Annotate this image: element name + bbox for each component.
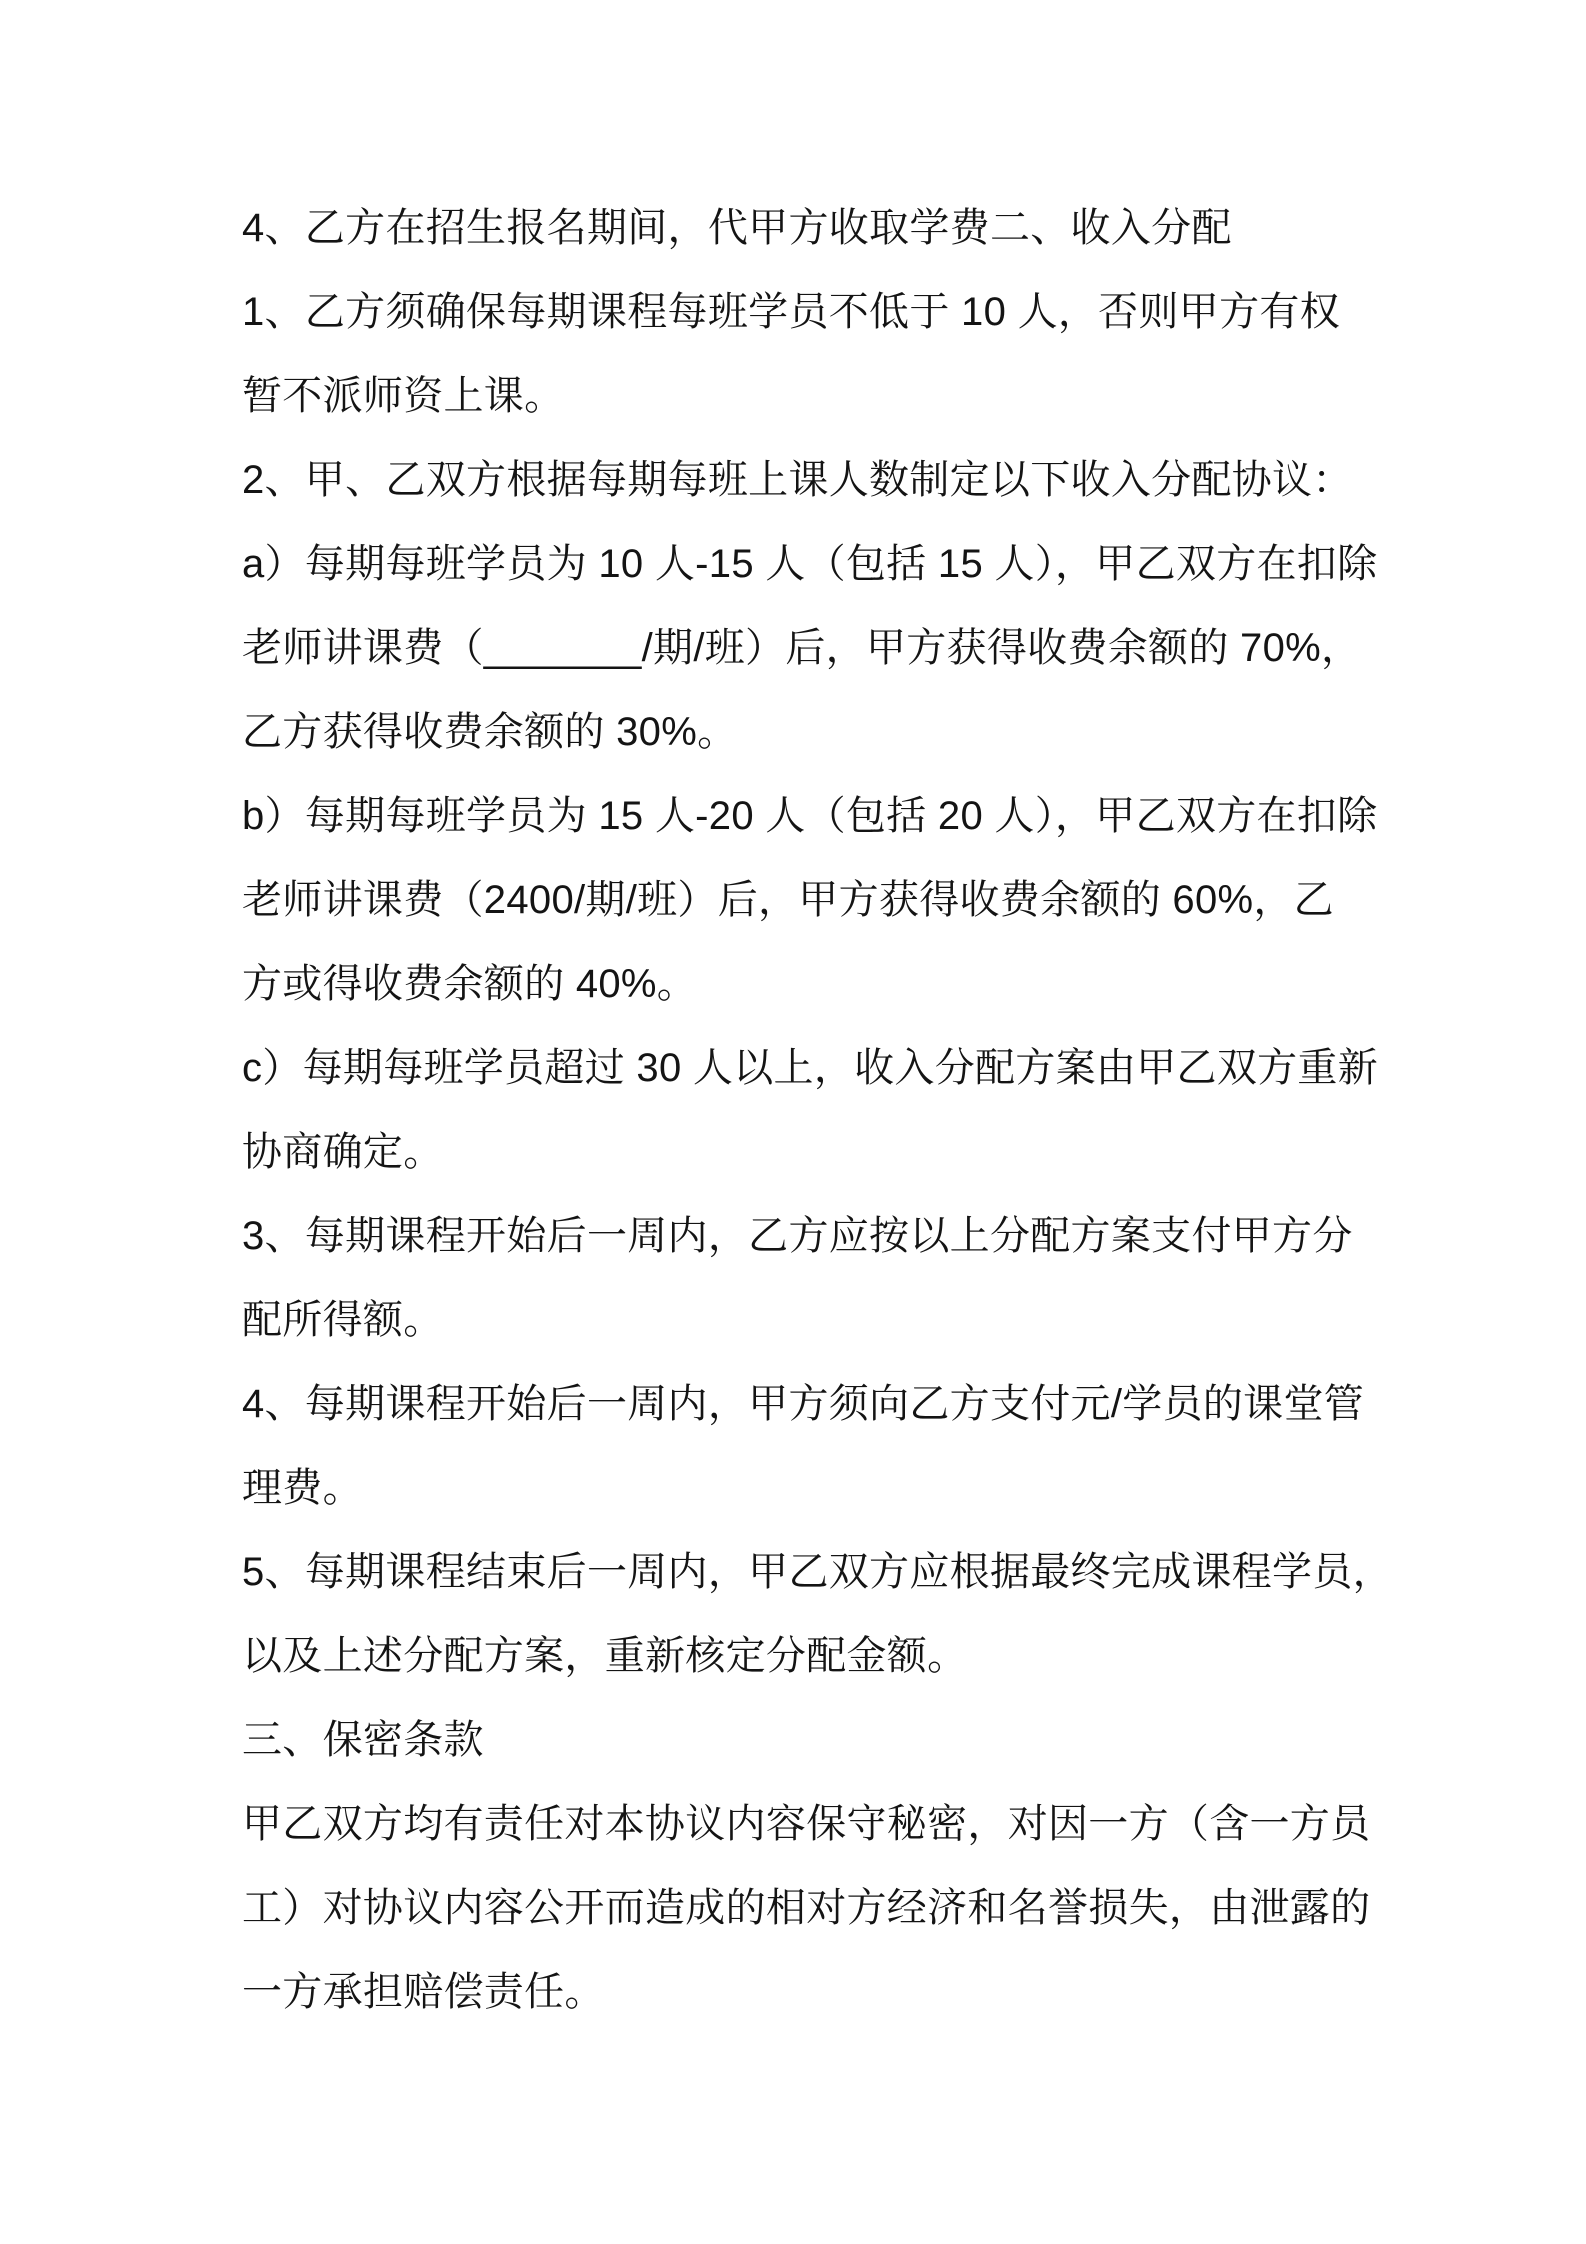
text-line: 理费。: [242, 1466, 363, 1510]
text-line: 甲乙双方均有责任对本协议内容保守秘密，对因一方（含一方员: [242, 1802, 1371, 1846]
text-line: 乙方获得收费余额的 30%。: [242, 710, 738, 754]
text-line: 4、每期课程开始后一周内，甲方须向乙方支付元/学员的课堂管: [242, 1382, 1365, 1426]
text-line: 老师讲课费（2400/期/班）后，甲方获得收费余额的 60%，乙: [242, 878, 1334, 922]
paragraph-item-4-management-fee: [242, 1362, 1482, 1530]
text-line: b）每期每班学员为 15 人-20 人（包括 20 人），甲乙双方在扣除: [242, 794, 1378, 838]
paragraph-item-c: [242, 1026, 1482, 1194]
text-line: 方或得收费余额的 40%。: [242, 962, 698, 1006]
section-heading-confidentiality: [242, 1698, 1482, 1782]
text-line: 一方承担赔偿责任。: [242, 1970, 605, 2014]
text-line: 3、每期课程开始后一周内，乙方应按以上分配方案支付甲方分: [242, 1214, 1353, 1258]
text-line: 暂不派师资上课。: [242, 374, 565, 418]
text-line: 工）对协议内容公开而造成的相对方经济和名誉损失，由泄露的: [242, 1886, 1371, 1930]
text-line: 2、甲、乙双方根据每期每班上课人数制定以下收入分配协议：: [242, 458, 1353, 502]
paragraph-item-3-payment-to-party-a: [242, 1194, 1482, 1362]
text-line: 以及上述分配方案，重新核定分配金额。: [242, 1634, 968, 1678]
paragraph-item-a: [242, 522, 1482, 774]
paragraph-item-4-fee-collection: [242, 186, 1482, 270]
paragraph-confidentiality-clause: [242, 1782, 1482, 2034]
text-line: 4、乙方在招生报名期间，代甲方收取学费二、收入分配: [242, 206, 1232, 250]
text-line: c）每期每班学员超过 30 人以上，收入分配方案由甲乙双方重新: [242, 1046, 1379, 1090]
text-line: a）每期每班学员为 10 人-15 人（包括 15 人），甲乙双方在扣除: [242, 542, 1378, 586]
text-line: 1、乙方须确保每期课程每班学员不低于 10 人，否则甲方有权: [242, 290, 1340, 334]
paragraph-item-2-distribution-agreement: [242, 438, 1482, 522]
paragraph-item-5-final-settlement: [242, 1530, 1482, 1698]
paragraph-item-1-minimum-students: [242, 270, 1482, 438]
text-line: 老师讲课费（_______/期/班）后，甲方获得收费余额的 70%，: [242, 626, 1362, 670]
document-body: [242, 186, 1482, 2034]
text-line: 三、保密条款: [242, 1718, 484, 1762]
text-line: 5、每期课程结束后一周内，甲乙双方应根据最终完成课程学员，: [242, 1550, 1393, 1594]
text-line: 配所得额。: [242, 1298, 444, 1342]
text-line: 协商确定。: [242, 1130, 444, 1174]
paragraph-item-b: [242, 774, 1482, 1026]
